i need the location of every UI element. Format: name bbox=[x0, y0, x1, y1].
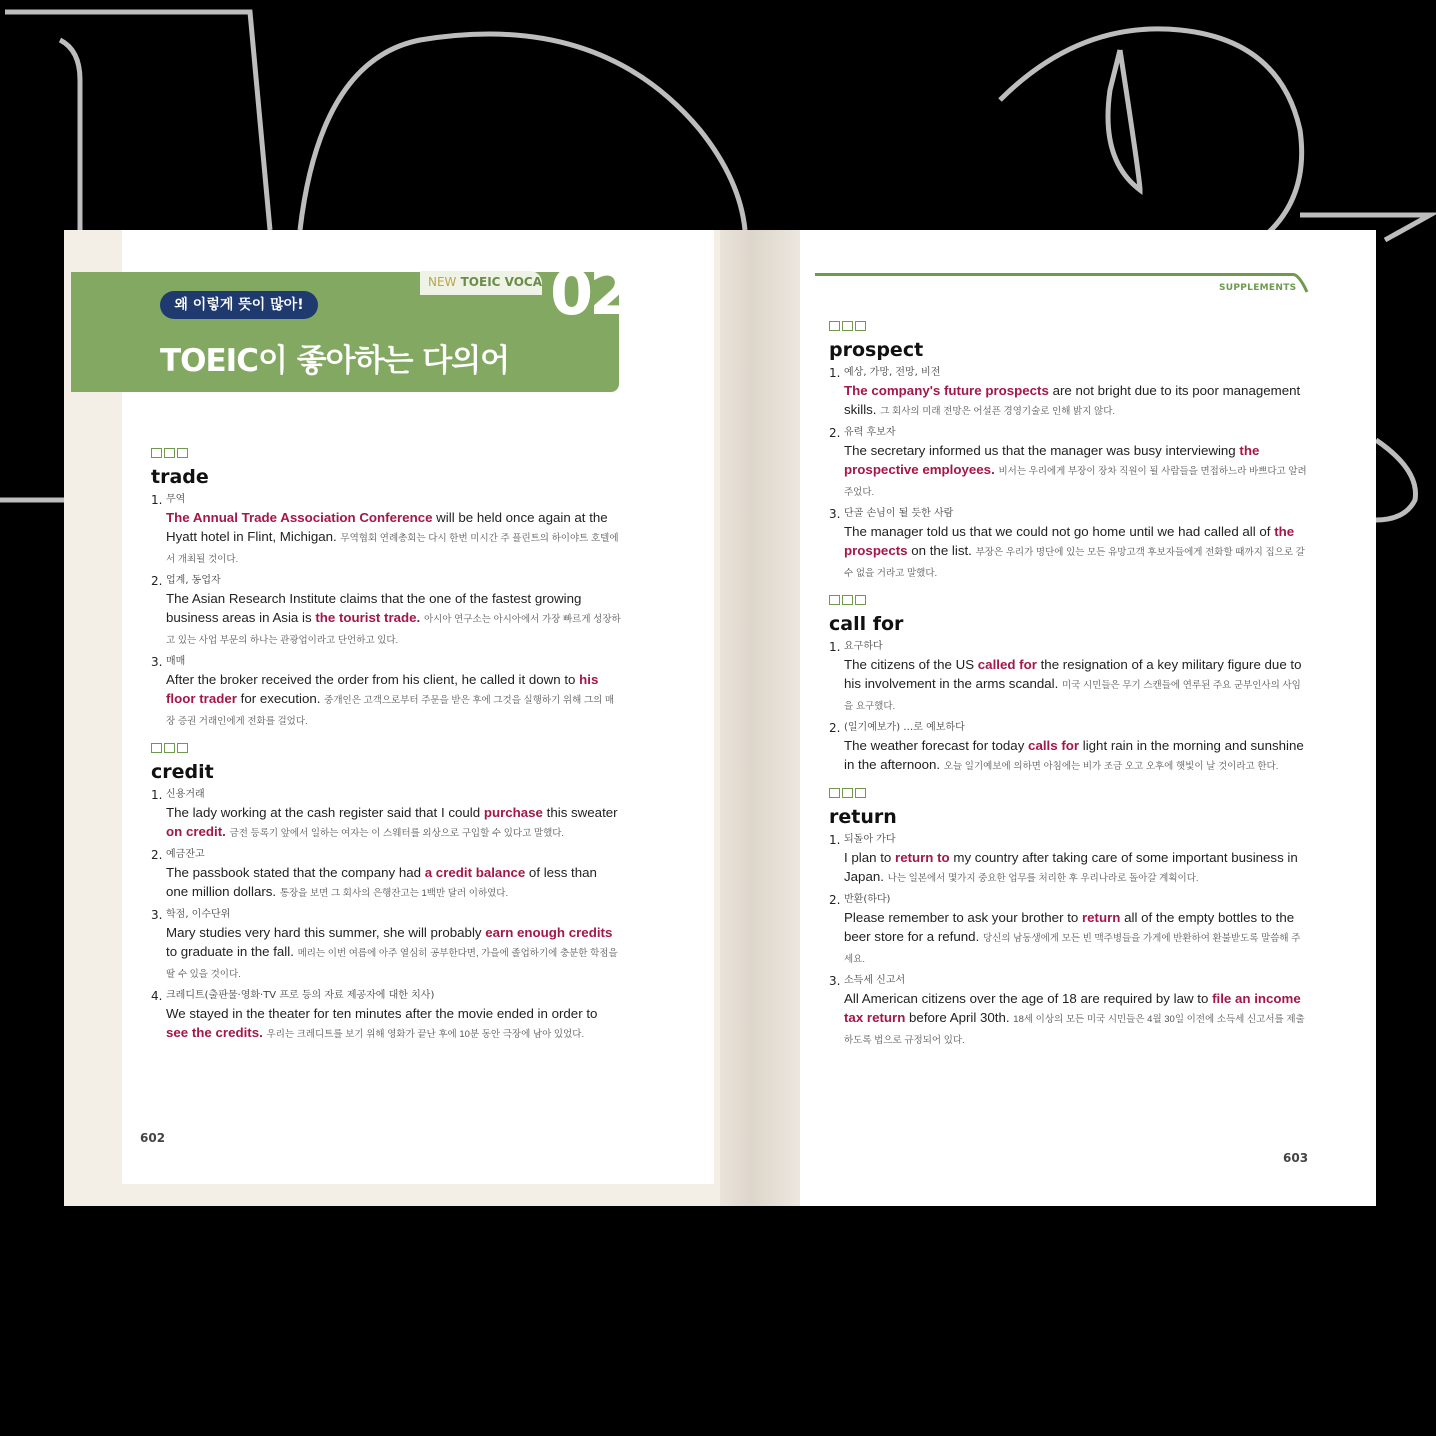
sense-item bbox=[151, 654, 621, 731]
sentence-text: all of the empty bottles to the beer store for a refund. bbox=[844, 910, 1295, 944]
subtitle-pill: 왜 이렇게 뜻이 많아! bbox=[160, 291, 318, 319]
chapter-number: 02 bbox=[550, 256, 629, 329]
sentence-text: I plan to bbox=[844, 850, 896, 865]
sense-item bbox=[829, 425, 1307, 502]
highlight-phrase: earn enough credits bbox=[485, 925, 613, 940]
korean-translation: 메리는 이번 여름에 아주 열심히 공부한다면, 가을에 졸업하기에 충분한 학점을 딸 수 있을 것이다. bbox=[166, 948, 618, 980]
sense-item bbox=[151, 847, 621, 903]
series-name: TOEIC VOCA bbox=[460, 275, 543, 289]
korean-translation: 그 회사의 미래 전망은 어설픈 경영기술로 인해 밝지 않다. bbox=[880, 406, 1116, 417]
sentence-text: After the broker received the order from his client, he called it down to bbox=[166, 672, 580, 687]
check-square bbox=[164, 448, 175, 458]
page-number-left: 602 bbox=[140, 1131, 166, 1145]
sense-definition: 예상, 가망, 전망, 비전 bbox=[844, 367, 941, 378]
sentence-text: are not bright due to its poor management skills. bbox=[844, 383, 1301, 417]
example-sentence bbox=[166, 589, 621, 650]
sense-number: 3. bbox=[829, 507, 841, 521]
example-sentence bbox=[166, 670, 621, 731]
highlight-phrase: see the credits. bbox=[166, 1025, 263, 1040]
sentence-text: The Asian Research Institute claims that the one of the fastest growing business areas in Asia is bbox=[166, 591, 582, 625]
chapter-title: TOEIC이 좋아하는 다의어 bbox=[160, 343, 510, 379]
sense-definition: 업계, 동업자 bbox=[166, 575, 221, 586]
sense-definition: 학점, 이수단위 bbox=[166, 909, 231, 920]
highlight-phrase: file an income tax return bbox=[844, 991, 1301, 1025]
headword: trade bbox=[151, 466, 209, 488]
sense-item bbox=[829, 639, 1307, 716]
highlight-phrase: calls for bbox=[1028, 738, 1080, 753]
sense-number: 1. bbox=[829, 366, 841, 380]
sense-number: 2. bbox=[151, 574, 163, 588]
sense-definition: 반환(하다) bbox=[844, 894, 891, 905]
check-square bbox=[151, 743, 162, 753]
korean-translation: 무역협회 연례총회는 다시 한번 미시간 주 플린트의 하이야트 호텔에서 개최될 것이다. bbox=[166, 533, 619, 565]
sense-item bbox=[829, 506, 1307, 583]
example-sentence bbox=[166, 803, 621, 843]
example-sentence bbox=[166, 923, 621, 984]
highlight-phrase: purchase bbox=[483, 805, 543, 820]
checkbox-squares bbox=[829, 595, 1307, 609]
series-new-label: NEW bbox=[428, 275, 457, 289]
sense-number: 3. bbox=[151, 908, 163, 922]
check-square bbox=[842, 321, 853, 331]
checkbox-squares bbox=[829, 321, 1307, 335]
sense-definition: 단골 손님이 될 듯한 사람 bbox=[844, 508, 954, 519]
supplements-label: SUPPLEMENTS bbox=[1219, 283, 1297, 293]
sense-item bbox=[151, 907, 621, 984]
sense-number: 2. bbox=[829, 893, 841, 907]
sentence-text: to graduate in the fall. bbox=[166, 944, 294, 959]
vocab-entry bbox=[829, 788, 1307, 1050]
sentence-text: the resignation of a key military figure due to his involvement in the arms scandal. bbox=[844, 657, 1302, 691]
check-square bbox=[177, 743, 188, 753]
sense-item bbox=[829, 973, 1307, 1050]
sentence-text: The lady working at the cash register said that I could bbox=[166, 805, 484, 820]
korean-translation: 당신의 남동생에게 모든 빈 맥주병들을 가게에 반환하여 환불받도록 말씀해 주세요. bbox=[844, 933, 1301, 965]
highlight-phrase: called for bbox=[977, 657, 1037, 672]
example-sentence bbox=[844, 989, 1307, 1050]
sense-number: 2. bbox=[829, 426, 841, 440]
example-sentence bbox=[844, 441, 1307, 502]
headword: credit bbox=[151, 761, 214, 783]
korean-translation: 통장을 보면 그 회사의 은행잔고는 1백만 달러 이하였다. bbox=[279, 888, 509, 899]
sense-definition: 크레디트(출판물·영화·TV 프로 등의 자료 제공자에 대한 치사) bbox=[166, 990, 435, 1001]
sense-number: 1. bbox=[151, 493, 163, 507]
highlight-phrase: The Annual Trade Association Conference bbox=[166, 510, 433, 525]
sense-definition: 매매 bbox=[166, 656, 186, 667]
sentence-text: Mary studies very hard this summer, she will probably bbox=[166, 925, 486, 940]
series-label bbox=[428, 275, 542, 289]
sentence-text: my country after taking care of some important business in Japan. bbox=[844, 850, 1298, 884]
vocab-entry bbox=[151, 448, 621, 731]
sense-item bbox=[151, 573, 621, 650]
sentence-text: of less than one million dollars. bbox=[166, 865, 597, 899]
sentence-text: will be held once again at the Hyatt hotel in Flint, Michigan. bbox=[166, 510, 608, 544]
korean-translation: 부장은 우리가 명단에 있는 모든 유망고객 후보자들에게 전화할 때까지 집으로 갈 수 없을 거라고 말했다. bbox=[844, 547, 1305, 579]
korean-translation: 미국 시민들은 무기 스캔들에 연루된 주요 군부인사의 사임을 요구했다. bbox=[844, 680, 1301, 712]
highlight-phrase: return bbox=[1081, 910, 1121, 925]
vocab-entry bbox=[829, 595, 1307, 776]
example-sentence bbox=[166, 1004, 621, 1044]
sentence-text: We stayed in the theater for ten minutes after the movie ended in order to bbox=[166, 1006, 598, 1021]
sense-definition: (일기예보가) …로 예보하다 bbox=[844, 722, 965, 733]
sentence-text: The secretary informed us that the manager was busy interviewing bbox=[844, 443, 1240, 458]
sense-item bbox=[829, 892, 1307, 969]
sentence-text: All American citizens over the age of 18 are required by law to bbox=[844, 991, 1213, 1006]
example-sentence bbox=[844, 655, 1307, 716]
supplements-rule bbox=[815, 273, 1293, 276]
sense-number: 1. bbox=[151, 788, 163, 802]
sense-number: 1. bbox=[829, 833, 841, 847]
sense-item bbox=[829, 720, 1307, 776]
sense-definition: 요구하다 bbox=[844, 641, 883, 652]
headword: call for bbox=[829, 613, 904, 635]
sense-item bbox=[151, 492, 621, 569]
korean-translation: 나는 일본에서 몇가지 중요한 업무를 처리한 후 우리나라로 돌아갈 계획이다. bbox=[887, 873, 1199, 884]
book-gutter bbox=[720, 230, 800, 1206]
sense-definition: 유력 후보자 bbox=[844, 427, 896, 438]
check-square bbox=[842, 595, 853, 605]
highlight-phrase: the prospective employees. bbox=[844, 443, 1260, 477]
sense-definition: 소득세 신고서 bbox=[844, 975, 906, 986]
korean-translation: 오늘 일기예보에 의하면 아침에는 비가 조금 오고 오후에 햇빛이 날 것이라고 한다. bbox=[943, 761, 1279, 772]
check-square bbox=[829, 321, 840, 331]
korean-translation: 금전 등록기 앞에서 일하는 여자는 이 스웨터를 외상으로 구입할 수 있다고 말했다. bbox=[229, 828, 565, 839]
sentence-text: The citizens of the US bbox=[844, 657, 978, 672]
sense-item bbox=[151, 988, 621, 1044]
korean-translation: 중개인은 고객으로부터 주문을 받은 후에 그것을 실행하기 위해 그의 매장 증권 거래인에게 전화를 걸었다. bbox=[166, 695, 615, 727]
highlight-phrase: on credit. bbox=[166, 824, 226, 839]
page-number-right: 603 bbox=[1283, 1151, 1309, 1165]
sense-definition: 무역 bbox=[166, 494, 186, 505]
headword: return bbox=[829, 806, 897, 828]
check-square bbox=[151, 448, 162, 458]
check-square bbox=[855, 788, 866, 798]
highlight-phrase: a credit balance bbox=[424, 865, 526, 880]
check-square bbox=[842, 788, 853, 798]
highlight-phrase: his floor trader bbox=[166, 672, 599, 706]
sentence-text: The passbook stated that the company had bbox=[166, 865, 425, 880]
headword: prospect bbox=[829, 339, 924, 361]
sentence-text: on the list. bbox=[907, 543, 972, 558]
check-square bbox=[164, 743, 175, 753]
sentence-text: before April 30th. bbox=[905, 1010, 1010, 1025]
sense-number: 1. bbox=[829, 640, 841, 654]
example-sentence bbox=[844, 736, 1307, 776]
sense-item bbox=[829, 832, 1307, 888]
example-sentence bbox=[166, 863, 621, 903]
sentence-text: this sweater bbox=[542, 805, 618, 820]
left-column bbox=[151, 448, 621, 1056]
korean-translation: 아시아 연구소는 아시아에서 가장 빠르게 성장하고 있는 사업 부문의 하나는 관광업이라고 단언하고 있다. bbox=[166, 614, 621, 646]
sense-number: 3. bbox=[829, 974, 841, 988]
example-sentence bbox=[844, 848, 1307, 888]
check-square bbox=[855, 321, 866, 331]
check-square bbox=[829, 788, 840, 798]
check-square bbox=[177, 448, 188, 458]
sentence-text: The weather forecast for today bbox=[844, 738, 1029, 753]
check-square bbox=[855, 595, 866, 605]
sense-definition: 되돌아 가다 bbox=[844, 834, 896, 845]
highlight-phrase: the prospects bbox=[844, 524, 1295, 558]
sense-number: 2. bbox=[151, 848, 163, 862]
checkbox-squares bbox=[151, 448, 621, 462]
korean-translation: 18세 이상의 모든 미국 시민들은 4월 30일 이전에 소득세 신고서를 제출하도록 법으로 규정되어 있다. bbox=[844, 1014, 1305, 1046]
right-column bbox=[829, 321, 1307, 1062]
example-sentence bbox=[844, 381, 1307, 421]
sense-definition: 신용거래 bbox=[166, 789, 205, 800]
vocab-entry bbox=[151, 743, 621, 1044]
highlight-phrase: the tourist trade. bbox=[315, 610, 421, 625]
check-square bbox=[829, 595, 840, 605]
example-sentence bbox=[166, 508, 621, 569]
sentence-text: for execution. bbox=[236, 691, 321, 706]
example-sentence bbox=[844, 522, 1307, 583]
sense-definition: 예금잔고 bbox=[166, 849, 205, 860]
vocab-entry bbox=[829, 321, 1307, 583]
sense-number: 2. bbox=[829, 721, 841, 735]
sense-item bbox=[151, 787, 621, 843]
korean-translation: 우리는 크레디트를 보기 위해 영화가 끝난 후에 10분 동안 극장에 남아 있었다. bbox=[266, 1029, 585, 1040]
korean-translation: 비서는 우리에게 부장이 장차 직원이 될 사람들을 면접하느라 바쁘다고 알려주었다. bbox=[844, 466, 1307, 498]
example-sentence bbox=[844, 908, 1307, 969]
sentence-text: The manager told us that we could not go home until we had called all of bbox=[844, 524, 1275, 539]
checkbox-squares bbox=[829, 788, 1307, 802]
sentence-text: light rain in the morning and sunshine in the afternoon. bbox=[844, 738, 1304, 772]
highlight-phrase: return to bbox=[895, 850, 950, 865]
sense-number: 4. bbox=[151, 989, 163, 1003]
sentence-text: Please remember to ask your brother to bbox=[844, 910, 1082, 925]
sense-number: 3. bbox=[151, 655, 163, 669]
checkbox-squares bbox=[151, 743, 621, 757]
highlight-phrase: The company's future prospects bbox=[844, 383, 1049, 398]
sense-item bbox=[829, 365, 1307, 421]
